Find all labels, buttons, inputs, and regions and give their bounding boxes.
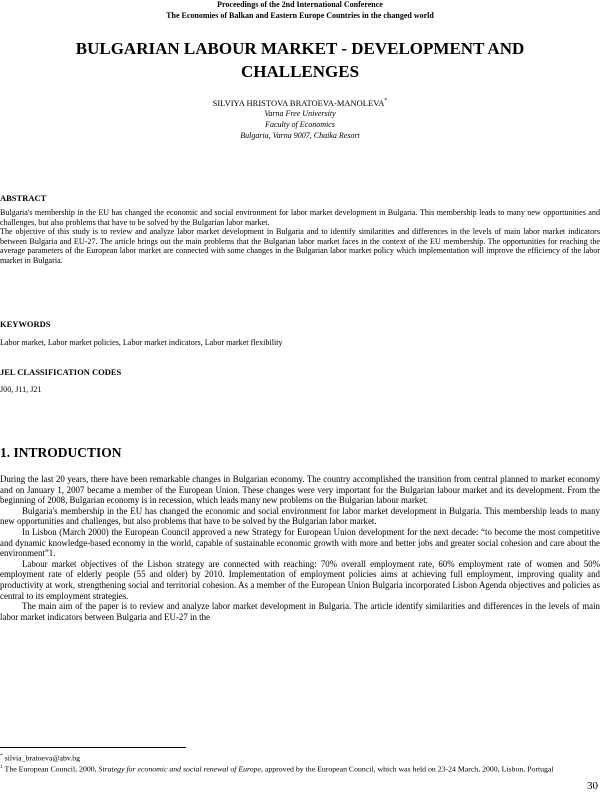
intro-paragraph-2: Bulgaria's membership in the EU has changed the economic and social environment for labor market development in Bulgaria. This membership leads to many new opportunities and challenges, but also problems that have to be solved by the Bulgarian labor market. — [0, 505, 600, 527]
abstract-body — [0, 208, 600, 266]
intro-paragraph-5: The main aim of the paper is to review and analyze labor market development in Bulgaria. The article identify similarities and differences in the levels of main labor market indicators between Bulgaria and EU-27 in the — [0, 601, 600, 622]
footnote-1 — [0, 752, 600, 763]
jel-heading: JEL CLASSIFICATION CODES — [0, 367, 122, 377]
affiliation-university: Varna Free University — [264, 109, 336, 118]
intro-paragraph-1: During the last 20 years, there have been remarkable changes in Bulgarian economy. The country accomplished the transition from central planned to market economy and on January 1, 2007 became a member of the European Union. These changes were very important for the Bulgarian labour market and its development. From the beginning of 2008, Bulgarian economy is in recession, which leads many new problems on the Bulgarian labour market. — [0, 474, 600, 506]
intro-paragraph-3: In Lisbon (March 2000) the European Council approved a new Strategy for European Union development for the next decade: “to become the most competitive and dynamic knowledge-based economy in the world, capable of sustainable economic growth with more and better jobs and greater social cohesion and care about the environment”1. — [0, 526, 600, 559]
abstract-paragraph-1: Bulgaria's membership in the EU has changed the economic and social environment for labor market development in Bulgaria. This membership leads to many new opportunities and challenges, but also problems that have to be solved by the Bulgarian labor market. — [0, 208, 600, 227]
footnote-2-italic: Strategy for economic and social renewal of Europe — [98, 764, 262, 774]
jel-codes: J00, J11, J21 — [0, 385, 42, 394]
footnote-2-post: , approved by the European Council, which was held on 23-24 March, 2000, Lisbon, Portugal — [261, 764, 554, 774]
footnotes — [0, 752, 600, 774]
footnote-2-mark: 1 — [0, 764, 3, 770]
footnote-separator — [0, 747, 186, 748]
author-footnote-mark: * — [384, 98, 388, 104]
keywords-text: Labor market, Labor market policies, Labor market indicators, Labor market flexibility — [0, 338, 283, 347]
footnote-2 — [0, 763, 600, 774]
paper-title-line2: CHALLENGES — [240, 62, 360, 81]
paper-title-line1: BULGARIAN LABOUR MARKET - DEVELOPMENT AND — [75, 39, 525, 58]
author-name-text: SILVIYA HRISTOVA BRATOEVA-MANOLEVA — [212, 97, 385, 108]
conference-header-line2: The Economies of Balkan and Eastern Europe Countries in the changed world — [166, 11, 434, 20]
keywords-heading: KEYWORDS — [0, 319, 51, 329]
abstract-heading: ABSTRACT — [0, 193, 47, 203]
introduction-heading: 1. INTRODUCTION — [0, 445, 122, 460]
introduction-body — [0, 474, 600, 622]
footnote-2-pre: The European Council, 2000, — [2, 764, 99, 774]
page-number: 30 — [587, 780, 598, 792]
footnote-1-mark: * — [0, 753, 3, 759]
affiliation-address: Bulgaria, Varna 9007, Chaika Resort — [240, 131, 360, 140]
intro-paragraph-4: Labour market objectives of the Lisbon strategy are connected with reaching: 70% overall employment rate, 60% employment rate of women and 50% employment rate of elderly people (55 and older) by 2010. Implementation of employment policies aims at achieving full employment, improving quality and productivity at work, strengthening social and territorial cohesion. As a member of the European Union Bulgaria incorporated Lisbon Agenda objectives and policies as central to its employment strategies. — [0, 558, 600, 601]
conference-header-line1: Proceedings of the 2nd International Conference — [217, 0, 383, 9]
affiliation-faculty: Faculty of Economics — [265, 120, 335, 129]
author-name — [0, 96, 600, 109]
abstract-paragraph-2: The objective of this study is to review and analyze labor market development in Bulgaria and to identify similarities and differences in the levels of main labor market indicators between Bulgaria and EU-27. The article brings out the main problems that the Bulgarian labor market faces in the context of the EU membership. The opportunities for reaching the average parameters of the European labor market are connected with some changes in the Bulgarian labor market policy which implementation will improve the efficiency of the labor market in Bulgaria. — [0, 227, 600, 265]
footnote-1-email: silvia_bratoeva@abv.bg — [2, 753, 81, 763]
